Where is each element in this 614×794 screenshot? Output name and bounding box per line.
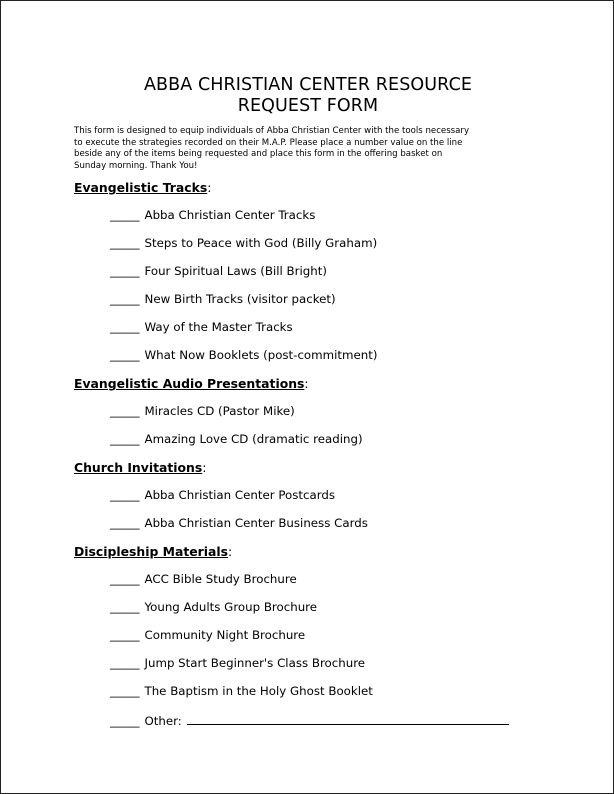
checklist-item[interactable]: [110, 432, 363, 447]
item-label: Way of the Master Tracks: [144, 320, 293, 334]
item-label: Abba Christian Center Tracks: [144, 208, 316, 222]
item-label: Jump Start Beginner's Class Brochure: [144, 656, 366, 670]
other-write-in-line[interactable]: [187, 712, 509, 725]
item-label: What Now Booklets (post-commitment): [144, 348, 378, 362]
item-label: ACC Bible Study Brochure: [144, 572, 297, 586]
checklist-item[interactable]: [110, 348, 377, 363]
checklist-item[interactable]: [110, 236, 377, 251]
quantity-blank[interactable]: _____: [110, 572, 140, 586]
checklist-item[interactable]: [110, 628, 305, 643]
quantity-blank[interactable]: _____: [110, 600, 140, 614]
other-item[interactable]: [110, 712, 509, 729]
item-label: Miracles CD (Pastor Mike): [144, 404, 295, 418]
intro-line: This form is designed to equip individuals of Abba Christian Center with the tools necessary: [74, 126, 470, 136]
section-heading-text: Church Invitations: [74, 460, 203, 475]
checklist-item[interactable]: [110, 264, 327, 279]
quantity-blank[interactable]: _____: [110, 348, 140, 362]
checklist-item[interactable]: [110, 208, 315, 223]
intro-line: beside any of the items being requested and place this form in the offering basket on: [74, 149, 443, 160]
intro-line: to execute the strategies recorded on their M.A.P. Please place a number value on the line: [74, 137, 463, 148]
quantity-blank[interactable]: _____: [110, 320, 140, 334]
section-heading-text: Evangelistic Audio Presentations: [74, 376, 305, 391]
form-title-line1: ABBA CHRISTIAN CENTER RESOURCE: [143, 75, 473, 95]
checklist-item[interactable]: [110, 600, 317, 615]
item-label: The Baptism in the Holy Ghost Booklet: [144, 684, 373, 698]
intro-paragraph: [74, 126, 544, 172]
item-label: Steps to Peace with God (Billy Graham): [144, 236, 378, 250]
section-heading-text: Evangelistic Tracks: [74, 180, 208, 195]
checklist-item[interactable]: [110, 320, 293, 335]
other-label: Other:: [144, 714, 182, 728]
item-label: Amazing Love CD (dramatic reading): [144, 432, 363, 446]
quantity-blank[interactable]: _____: [110, 432, 140, 446]
checklist-item[interactable]: [110, 656, 365, 671]
quantity-blank[interactable]: _____: [110, 264, 140, 278]
section-heading-evangelistic-tracks: Evangelistic Tracks:: [74, 180, 212, 195]
quantity-blank[interactable]: _____: [110, 404, 140, 418]
quantity-blank[interactable]: _____: [110, 516, 140, 530]
item-label: Abba Christian Center Postcards: [144, 488, 336, 502]
checklist-item[interactable]: [110, 572, 297, 587]
section-heading-audio-presentations: Evangelistic Audio Presentations:: [74, 376, 309, 391]
quantity-blank[interactable]: _____: [110, 208, 140, 222]
quantity-blank[interactable]: _____: [110, 488, 140, 502]
section-heading-church-invitations: Church Invitations:: [74, 460, 207, 475]
quantity-blank[interactable]: _____: [110, 656, 140, 670]
item-label: Community Night Brochure: [144, 628, 306, 642]
form-title-line2: REQUEST FORM: [237, 96, 379, 116]
quantity-blank[interactable]: _____: [110, 236, 140, 250]
intro-line: Sunday morning. Thank You!: [74, 160, 198, 171]
item-label: Abba Christian Center Business Cards: [144, 516, 368, 530]
item-label: New Birth Tracks (visitor packet): [144, 292, 336, 306]
quantity-blank[interactable]: _____: [110, 628, 140, 642]
checklist-item[interactable]: [110, 292, 336, 307]
checklist-item[interactable]: [110, 404, 295, 419]
section-heading-text: Discipleship Materials: [74, 544, 229, 559]
quantity-blank[interactable]: _____: [110, 714, 140, 728]
checklist-item[interactable]: [110, 684, 373, 699]
section-heading-discipleship-materials: Discipleship Materials:: [74, 544, 233, 559]
item-label: Four Spiritual Laws (Bill Bright): [144, 264, 327, 278]
quantity-blank[interactable]: _____: [110, 684, 140, 698]
checklist-item[interactable]: [110, 516, 368, 531]
quantity-blank[interactable]: _____: [110, 292, 140, 306]
item-label: Young Adults Group Brochure: [144, 600, 318, 614]
checklist-item[interactable]: [110, 488, 335, 503]
